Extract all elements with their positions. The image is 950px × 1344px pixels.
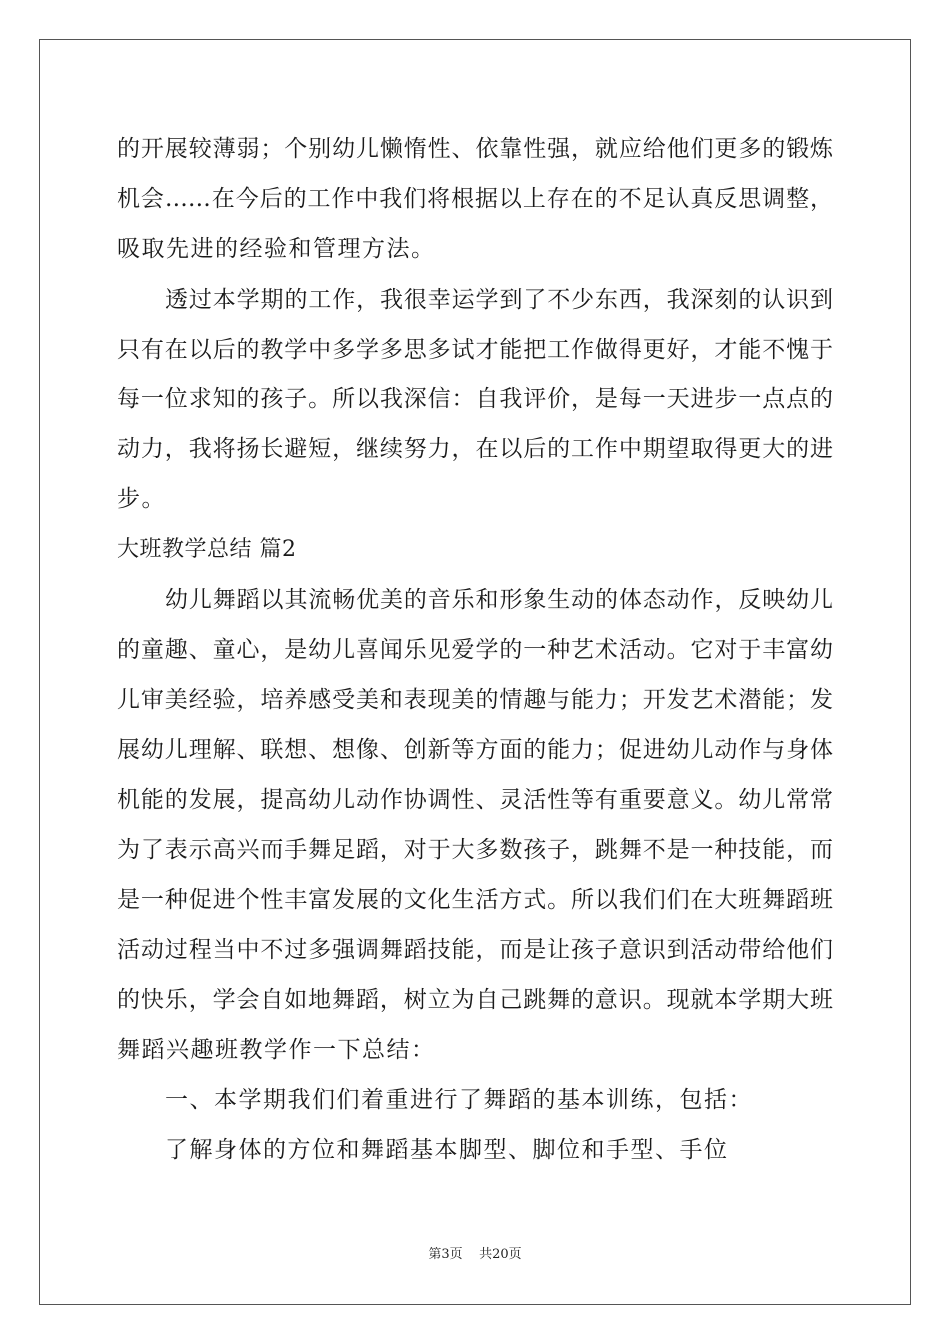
paragraph-3-line-3: 儿审美经验，培养感受美和表现美的情趣与能力；开发艺术潜能；发 [117, 687, 833, 713]
paragraph-2-line-4: 动力，我将扬长避短，继续努力，在以后的工作中期望取得更大的进 [117, 436, 833, 462]
paragraph-1-line-3: 吸取先进的经验和管理方法。 [117, 236, 436, 262]
paragraph-3-line-7: 是一种促进个性丰富发展的文化生活方式。所以我们们在大班舞蹈班 [117, 887, 833, 913]
paragraph-4-line-2: 了解身体的方位和舞蹈基本脚型、脚位和手型、手位 [165, 1137, 729, 1163]
paragraph-3-line-4: 展幼儿理解、联想、想像、创新等方面的能力；促进幼儿动作与身体 [117, 737, 833, 763]
paragraph-3-line-1: 幼儿舞蹈以其流畅优美的音乐和形象生动的体态动作，反映幼儿 [165, 587, 833, 613]
section-heading: 大班教学总结 篇2 [117, 537, 297, 562]
paragraph-4-line-1: 一、本学期我们们着重进行了舞蹈的基本训练，包括： [165, 1087, 753, 1113]
paragraph-3-line-9: 的快乐，学会自如地舞蹈，树立为自己跳舞的意识。现就本学期大班 [117, 987, 833, 1013]
paragraph-3-line-8: 活动过程当中不过多强调舞蹈技能，而是让孩子意识到活动带给他们 [117, 937, 833, 963]
paragraph-3-line-10: 舞蹈兴趣班教学作一下总结： [117, 1037, 436, 1063]
paragraph-3-line-6: 为了表示高兴而手舞足蹈，对于大多数孩子，跳舞不是一种技能，而 [117, 837, 833, 863]
paragraph-1-line-2: 机会……在今后的工作中我们将根据以上存在的不足认真反思调整， [117, 186, 833, 212]
page-number: 第3页 共20页 [428, 1247, 522, 1262]
paragraph-2-line-2: 只有在以后的教学中多学多思多试才能把工作做得更好，才能不愧于 [117, 337, 833, 363]
paragraph-3-line-2: 的童趣、童心，是幼儿喜闻乐见爱学的一种艺术活动。它对于丰富幼 [117, 637, 833, 663]
paragraph-3-line-5: 机能的发展，提高幼儿动作协调性、灵活性等有重要意义。幼儿常常 [117, 787, 833, 813]
paragraph-1-line-1: 的开展较薄弱；个别幼儿懒惰性、依靠性强，就应给他们更多的锻炼 [117, 136, 833, 162]
paragraph-2-line-1: 透过本学期的工作，我很幸运学到了不少东西，我深刻的认识到 [165, 287, 833, 313]
paragraph-2-line-5: 步。 [117, 486, 166, 512]
page-border [39, 39, 911, 1305]
paragraph-2-line-3: 每一位求知的孩子。所以我深信：自我评价，是每一天进步一点点的 [117, 386, 833, 412]
